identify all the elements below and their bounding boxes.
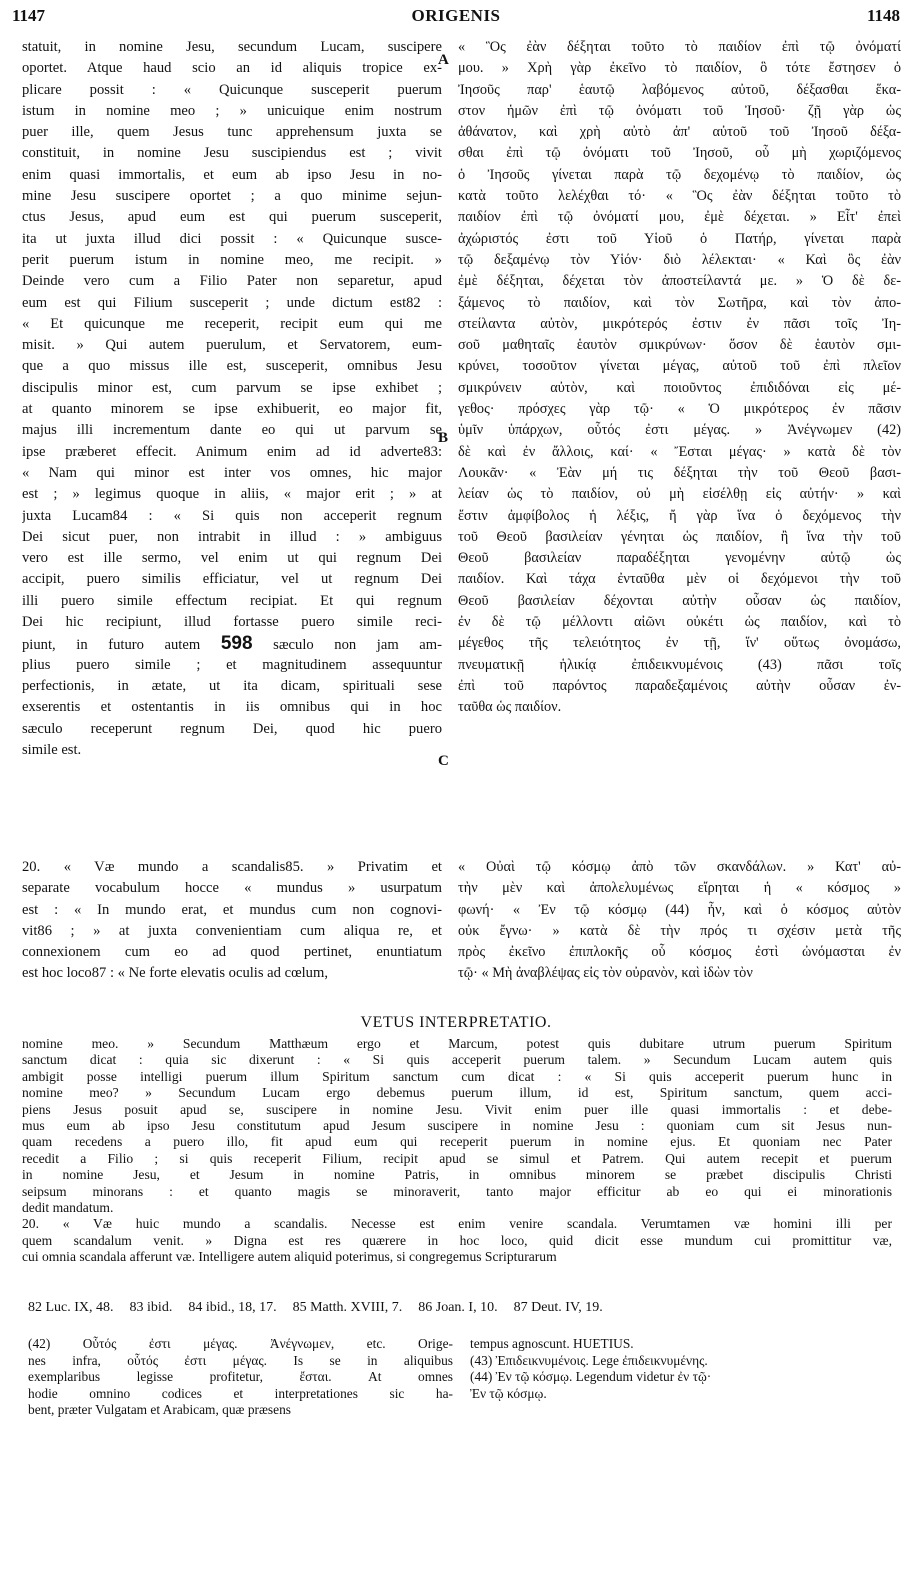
greek-line: Θεοῦ βασιλείαν παραδέξηται γενομένην αὐτῷ ὡς [458, 550, 901, 567]
scripture-references [28, 1300, 888, 1316]
vetus-line: mus eum ab ipso Jesu constitutum apud Jesum suscipere in nomine Jesu : quoniam cum sit Jesus nun- [22, 1117, 892, 1133]
page-title: ORIGENIS [411, 6, 501, 25]
latin-line: exserentis et ostentantis in iis omnibus qui in hoc [22, 699, 442, 716]
greek-line: τοῦ Θεοῦ βασιλείαν γένηται ὡς παιδίον, ἢ ἵνα τὴν τοῦ [458, 528, 901, 545]
footnote-line: tempus agnoscunt. HUETIUS. [470, 1336, 634, 1351]
reference-item: 85 Matth. XVIII, 7. [292, 1300, 403, 1315]
footnote-line: Ἐν τῷ κόσμῳ. [470, 1385, 547, 1401]
greek-line: σοῦ μαθηταῖς ἑαυτὸν σμικρύνων· ὅσον δὲ ἑαυτὸν σμι- [458, 337, 901, 354]
latin-line-tail: sæculo non jam am- [252, 637, 442, 654]
latin-line: vit86 ; » at juxta convenientiam cum aliqua re, et [22, 922, 442, 939]
vetus-line: dedit mandatum. [22, 1199, 114, 1215]
greek-line: ἀθάνατον, καὶ χρὴ αὐτὸ ἀπ' αὐτοῦ τοῦ Ἰησοῦ δέξα- [458, 124, 901, 141]
greek-line: ἀχώριστός ἐστι τοῦ Υἱοῦ ὁ Πατήρ, γίνεται παρὰ [458, 230, 901, 247]
footnote-line: hodie omnino codices et interpretationes sic ha- [28, 1385, 453, 1401]
greek-line: ἔστιν ἀμφίβολος ἡ λέξις, ἤ γὰρ ἵνα ὁ δεχόμενος τὴν [458, 507, 901, 524]
vetus-line: recedit a Filio ; si quis receperit Filium, recipit apud se simul et Patrem. Qui autem recepit et puerum [22, 1150, 892, 1166]
column-number: 598 [220, 633, 253, 655]
latin-line: misit. » Qui autem puerulum, et Servatorem, eum- [22, 337, 442, 354]
reference-item: 82 Luc. IX, 48. [28, 1300, 114, 1315]
latin-line: Dei sicut puer, non intrabit in illud : » ambiguus [22, 528, 442, 545]
greek-line: Λουκᾶν· « Ἐὰν μή τις δέξηται τὴν τοῦ Θεοῦ βασι- [458, 464, 901, 481]
latin-line: Deinde vero cum a Filio Pater non separetur, apud [22, 273, 442, 290]
footnotes-right [470, 1336, 890, 1402]
greek-line: σμικρύνειν αὐτὸν, καὶ ποιοῦντος ἐπιδιδόναι εἰς μέ- [458, 379, 901, 396]
greek-line: τὴν μὲν καὶ ἀπολελυμένως εἴρηται ἡ « κόσμος » [458, 880, 901, 897]
latin-line-head: piunt, in futuro autem [22, 637, 221, 654]
footnotes-left [28, 1336, 453, 1419]
greek-line: ἐπὶ τοῦ παρόντος παραδεξαμένοις αὐτὴν οὖσαν ἐν- [458, 677, 901, 694]
greek-line: παιδίον. Καὶ τάχα ἐνταῦθα μὲν οἱ δεχόμενοι τὴν τοῦ [458, 571, 901, 588]
vetus-line: nomine meo. » Secundum Matthæum ergo et Marcum, potest quis dubitare utrum puerum Spiritum [22, 1036, 892, 1051]
latin-line: oportet. Atque haud scio an id aliquis tropice ex- [22, 60, 442, 77]
page-header [12, 6, 900, 32]
reference-item: 86 Joan. I, 10. [418, 1300, 498, 1315]
greek-line: τῷ· « Μὴ ἀναβλέψας εἰς τὸν οὐρανὸν, καὶ ἰδὼν τὸν [458, 965, 753, 982]
greek-line: ἐν δὲ τῷ μέλλοντι αἰῶνι οὐκέτι ὡς παιδίον, καὶ τὸ [458, 614, 901, 631]
greek-line: πνευματικῇ ἡλικίᾳ ἐπιδεικνυμένοις (43) πᾶσι τοῖς [458, 656, 901, 673]
vetus-line: quam recedens a puero illo, fit apud eum qui receperit puerum in nomine ejus. Et quoniam nec Pater [22, 1134, 892, 1150]
latin-line: mine Jesu suscipere oportet ; a quo minime sejun- [22, 188, 442, 205]
vetus-line: 20. « Væ huic mundo a scandalis. Necesse est enim venire scandala. Verumtamen væ homini illi per [22, 1216, 892, 1232]
latin-line: que a quo missus ille est, susceperit, omnibus Jesu [22, 358, 442, 375]
latin-line: istum in nomine meo ; » unicuique enim nostrum [22, 102, 442, 119]
latin-line: est ; » legimus quoque in aliis, « major erit ; » at [22, 486, 442, 503]
latin-line: juxta Lucam84 : « Si quis non acceperit regnum [22, 507, 442, 524]
greek-line: παιδίον ἐπὶ τῷ ὀνόματί μου, ἐμὲ δέχεται. » Εἶτ' ἐπεὶ [458, 209, 901, 226]
latin-line [22, 633, 442, 654]
greek-line: « Οὐαὶ τῷ κόσμῳ ἀπὸ τῶν σκανδάλων. » Κατ' αὐ- [458, 859, 901, 875]
greek-line: σθαι ἐπὶ τῷ ὀνόματι τοῦ Ἰησοῦ, οὗ μὴ χωριζόμενος [458, 145, 901, 162]
greek-line: στείλαντα αὐτὸν, μικρότερός ἐστιν ἐν πᾶσι τοῖς Ἰη- [458, 315, 901, 332]
footnote-line: (43) Ἐπιδεικνυμένοις. Lege ἐπιδεικνυμένης. [470, 1352, 708, 1368]
latin-line: « Et quicunque me receperit, recipit eum qui me [22, 315, 442, 332]
greek-column [458, 37, 901, 719]
latin-line: eum est qui Filium susceperit ; unde dictum est82 : [22, 294, 442, 311]
greek-line: μέγεθος τῆς τελειότητος ἐν τῇ, ἵν' οὕτως ὀνομάσω, [458, 635, 901, 652]
greek-line: ὁ Ἰησοῦς γίνεται παρὰ τῷ δεχομένῳ τὸ παιδίον, ὡς [458, 166, 901, 183]
latin-line: accipit, puero similis efficiatur, vel ut regnum Dei [22, 571, 442, 588]
vetus-line: quem scandalum venit. » Digna est res quærere in hoc loco, quid dicit esse mundum cui promittitur væ, [22, 1232, 892, 1248]
page-number-right: 1148 [866, 6, 900, 25]
latin-line: Dei hic recipiunt, illud fortasse puero simile reci- [22, 614, 442, 631]
greek-line: λείαν ὡς τὸ παιδίον, οὐ μὴ εἰσέλθῃ εἰς αὐτήν· » καὶ [458, 486, 901, 503]
footnote-line: exemplaribus legisse profitetur, ἔσται. At omnes [28, 1369, 453, 1385]
latin-line: perfectionis, in ætate, ut ita dicam, spirituali sese [22, 677, 442, 694]
vetus-line: nomine meo? » Secundum Lucam ergo debemus puerum illum, id est, Spiritum sanctum, quem acci- [22, 1085, 892, 1101]
latin-line: discipulis minor est, cum parvum se ipse exhibet ; [22, 379, 442, 396]
greek-line: κρύνει, τοσοῦτον γίνεται μέγας, αὐτοῦ τοῦ ἐπὶ πλεῖον [458, 358, 901, 375]
greek-line: Ἰησοῦς παρ' ἑαυτῷ λαβόμενος αὐτοῦ, δέξασθαι ἕκα- [458, 81, 901, 98]
footnote-line: nes infra, οὗτός ἐστι μέγας. Is se in aliquibus [28, 1352, 453, 1368]
latin-line: puer ille, quem Jesus tunc apprehensum juxta se [22, 124, 442, 141]
vetus-line: piens Jesus posuit apud se, suscipere in nomine Jesu. Vivit enim puer ille quasi immortalis : et debe- [22, 1101, 892, 1117]
reference-item: 83 ibid. [129, 1300, 173, 1315]
vetus-line: ambigit posse intelligi puerum illum Spiritum sanctum cum dicat : « Si quis acceperit puerum hunc in [22, 1068, 892, 1084]
greek-line: « Ὃς ἐὰν δέξηται τοῦτο τὸ παιδίον ἐπὶ τῷ ὀνόματί [458, 39, 901, 55]
latin-line: separate vocabulum hocce « mundus » usurpatum [22, 880, 442, 897]
reference-item: 84 ibid., 18, 17. [188, 1300, 277, 1315]
footnote-line: bent, præter Vulgatam et Arabicam, quæ præsens [28, 1402, 291, 1418]
vetus-interpretatio-text [22, 1036, 892, 1265]
latin-column [22, 37, 442, 761]
greek-line: ταῦθα ὡς παιδίον. [458, 699, 562, 716]
latin-line: enim quasi immortalis, et eum ab ipso Jesu in no- [22, 166, 442, 183]
page-number-left: 1147 [12, 6, 46, 25]
greek-line: ὑμῖν ὑπάρχων, οὗτός ἐστι μέγας. » Ἀνέγνωμεν (42) [458, 422, 901, 439]
latin-line: statuit, in nomine Jesu, secundum Lucam, suscipere [22, 39, 442, 55]
latin-line: ctus Jesus, apud eum est qui puerum susceperit, [22, 209, 442, 226]
latin-line: majus illi incrementum dante eo qui ut parvum se [22, 422, 442, 439]
latin-line: connexionem cum eo ad quod pertinet, enuntiatum [22, 944, 442, 961]
greek-line: οὐκ ἔγνω· » κατὰ δὲ τὴν πρός τι σχέσιν μετὰ τῆς [458, 922, 901, 939]
latin-line: plicare possit : « Quicunque susceperit puerum [22, 81, 442, 98]
latin-line: 20. « Væ mundo a scandalis85. » Privatim et [22, 859, 442, 875]
greek-line: τῷ δεξαμένῳ τὸν Υἱόν· διὸ λέλεκται· « Καὶ ὃς ἐὰν [458, 251, 901, 268]
latin-line: ita ut juxta illud dici possit : « Quicunque susce- [22, 230, 442, 247]
greek-line: ἐμὲ δέξηται, δέχεται τὸν ἀποστείλαντά με. » Ὁ δὲ δε- [458, 273, 901, 290]
footnote-line: (44) Ἐν τῷ κόσμῳ. Legendum videtur ἐν τῷ· [470, 1369, 712, 1385]
vetus-line: cui omnia scandala afferunt væ. Intelligere autem aliquid poterimus, si congregemus Scripturarum [22, 1249, 557, 1265]
marker-b: B [438, 430, 449, 446]
latin-line: at quanto minorem se ipse exhibuerit, eo major fit, [22, 401, 442, 418]
greek-line: κατὰ τοῦτο λελέχθαι τό· « Ὃς ἐὰν δέξηται τοῦτο τὸ [458, 188, 901, 205]
footnote-line: (42) Οὗτός ἐστι μέγας. Ἀνέγνωμεν, etc. Orige- [28, 1336, 453, 1351]
greek-line: γεθος· πρόσχες γὰρ τῷ· « Ὁ μικρότερος ἐν πᾶσιν [458, 401, 901, 418]
greek-line: δὲ καὶ ἐν ἄλλοις, καί· « Ἔσται μέγας· » κατὰ δὲ τὸν [458, 443, 901, 460]
marker-a: A [438, 52, 449, 68]
latin-line: sæculo receperunt regnum Dei, quod hic puero [22, 720, 442, 737]
latin-line: est : « In mundo erat, et mundus cum non cognovi- [22, 901, 442, 918]
latin-column-section-20 [22, 857, 442, 985]
latin-line: ipse præberet effecit. Animum enim ad id adverte83: [22, 443, 442, 460]
latin-line: « Nam qui minor est inter vos omnes, hic major [22, 464, 442, 481]
greek-line: πρὸς ἐκεῖνο ἐπιπλοκῆς οὗ κόσμος ἐστὶ ὠνόμασται ἐν [458, 944, 901, 961]
vetus-line: seipsum minorans : et quanto magis se minoraverit, tanto major efficitur ab eo qui ei minorationis [22, 1183, 892, 1199]
vetus-line: in nomine Jesu, et Jesum in nomine Patris, in omnibus minorem se præbet discipulis Christi [22, 1167, 892, 1183]
greek-column-section-20 [458, 857, 901, 985]
latin-line: illi puero simile effectum recipiat. Et qui regnum [22, 592, 442, 609]
latin-line: plius puero simile ; et magnitudinem assequuntur [22, 656, 442, 673]
latin-line: simile est. [22, 741, 82, 758]
latin-line: vero est ille sermo, vel enim ut qui regnum Dei [22, 550, 442, 567]
greek-line: ξάμενος τὸ παιδίον, καὶ τὸν Σωτῆρα, καὶ τὸν ἀπο- [458, 294, 901, 311]
latin-line: constituit, in nomine Jesu suscipiendus est ; vivit [22, 145, 442, 162]
greek-line: Θεοῦ βασιλείαν δέχονται αὐτὴν οὖσαν ὡς παιδίον, [458, 592, 901, 609]
greek-line: μου. » Χρὴ γὰρ ἐκεῖνο τὸ παιδίον, ὃ τότε ἔστησεν ὁ [458, 60, 901, 77]
greek-line: φωνή· « Ἐν τῷ κόσμῳ (44) ἦν, καὶ ὁ κόσμος αὐτὸν [458, 901, 901, 918]
marker-c: C [438, 753, 449, 769]
latin-line: est hoc loco87 : « Ne forte elevatis oculis ad cœlum, [22, 965, 328, 982]
reference-item: 87 Deut. IV, 19. [513, 1300, 603, 1315]
vetus-interpretatio-title: VETUS INTERPRETATIO. [360, 1014, 552, 1031]
greek-line: στον ἡμῶν ἐπὶ τῷ ὀνόματι τοῦ Ἰησοῦ· ζῇ γὰρ ὡς [458, 102, 901, 119]
vetus-line: sanctum dicat : quia sic dixerunt : « Si quis acceperit puerum talem. » Secundum Lucam autem quis [22, 1052, 892, 1068]
latin-line: perit puerum istum in nomine meo, me recipit. » [22, 251, 442, 268]
